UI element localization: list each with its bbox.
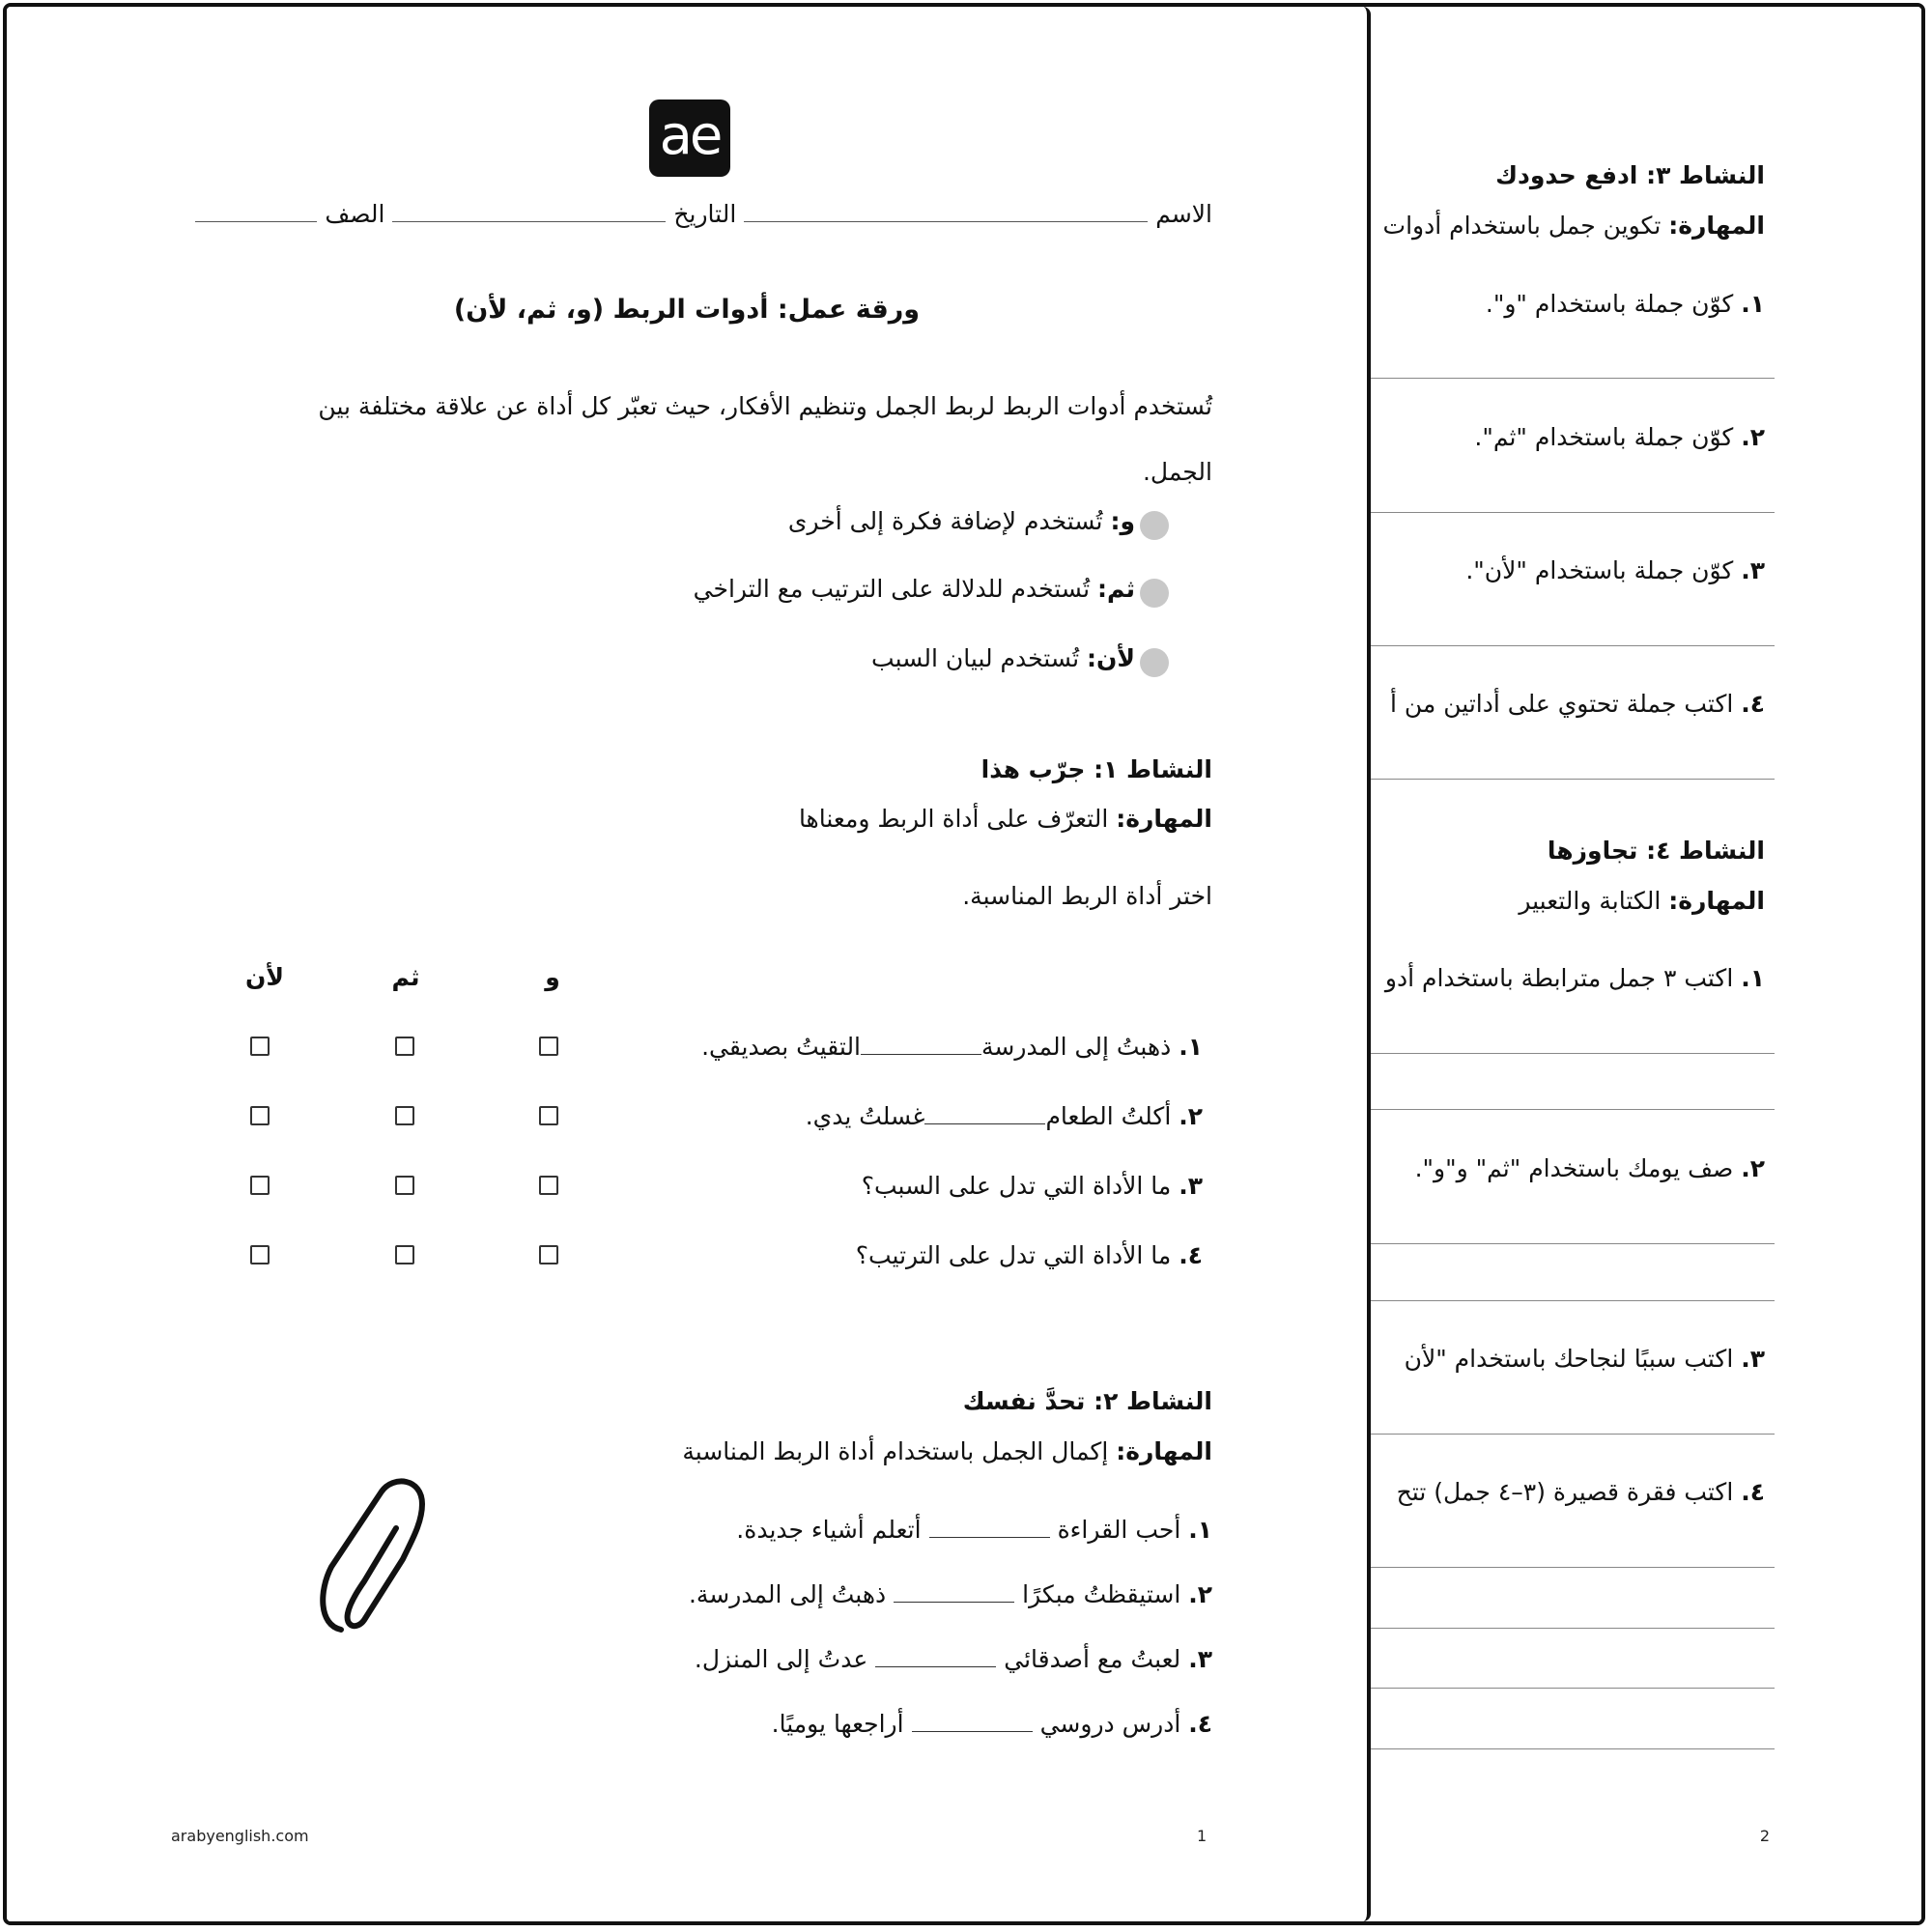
intro-paragraph: تُستخدم أدوات الربط لربط الجمل وتنظيم الأفكار، حيث تعبّر كل أداة عن علاقة مختلفة بين الجمل. [318, 392, 1212, 486]
bullet-icon [1140, 511, 1169, 540]
activity3-item-4: ٤. اكتب جملة تحتوي على أداتين من أ [1390, 690, 1765, 718]
column-liann: لأن [245, 963, 284, 991]
answer-line[interactable] [1367, 1748, 1775, 1749]
answer-line[interactable] [1367, 645, 1775, 646]
activity3-skill: المهارة: تكوين جمل باستخدام أدوات [1382, 212, 1765, 240]
checkbox-liann[interactable] [250, 1106, 270, 1125]
activity4-item-1: ١. اكتب ٣ جمل مترابطة باستخدام أدو [1384, 964, 1765, 992]
checkbox-thumma[interactable] [395, 1037, 414, 1056]
checkbox-liann[interactable] [250, 1176, 270, 1195]
activity2-row-3: ٣. لعبتُ مع أصدقائيعدتُ إلى المنزل. [694, 1645, 1212, 1673]
checkbox-liann[interactable] [250, 1037, 270, 1056]
logo: ae [649, 99, 730, 177]
answer-line[interactable] [1367, 378, 1775, 379]
column-thumma: ثم [391, 963, 420, 991]
page-1 [7, 7, 1371, 1921]
answer-line[interactable] [1367, 1300, 1775, 1301]
class-field[interactable] [195, 202, 317, 222]
checkbox-liann[interactable] [250, 1245, 270, 1264]
student-info-line [195, 200, 1212, 228]
paperclip-icon [314, 1470, 440, 1639]
page-number: 2 [1759, 1827, 1770, 1845]
activity1-row-3: ٣. ما الأداة التي تدل على السبب؟ [861, 1172, 1203, 1200]
page-number: 1 [1197, 1827, 1208, 1845]
activity3-item-1: ١. كوّن جملة باستخدام "و". [1485, 290, 1765, 318]
bullet-thumma: ثم: تُستخدم للدلالة على الترتيب مع التراخي [693, 575, 1135, 603]
blank[interactable] [861, 1037, 981, 1055]
activity4-item-3: ٣. اكتب سببًا لنجاحك باستخدام "لأن [1404, 1345, 1765, 1373]
column-waw: و [545, 963, 560, 991]
blank[interactable] [912, 1714, 1033, 1732]
blank[interactable] [924, 1106, 1045, 1124]
activity1-instruction: اختر أداة الربط المناسبة. [962, 882, 1212, 910]
name-label: الاسم [1155, 200, 1212, 228]
checkbox-waw[interactable] [539, 1176, 558, 1195]
name-field[interactable] [744, 202, 1148, 222]
answer-line[interactable] [1367, 1109, 1775, 1110]
answer-line[interactable] [1367, 512, 1775, 513]
answer-line[interactable] [1367, 779, 1775, 780]
activity3-item-3: ٣. كوّن جملة باستخدام "لأن". [1465, 556, 1765, 584]
checkbox-thumma[interactable] [395, 1106, 414, 1125]
activity4-item-2: ٢. صف يومك باستخدام "ثم" و"و". [1414, 1154, 1765, 1182]
activity4-item-4: ٤. اكتب فقرة قصيرة (٣–٤ جمل) تتح [1396, 1478, 1765, 1506]
activity1-heading: النشاط ١: جرّب هذا [980, 755, 1212, 783]
activity2-row-1: ١. أحب القراءةأتعلم أشياء جديدة. [736, 1516, 1212, 1544]
activity1-row-1: ١. ذهبتُ إلى المدرسةالتقيتُ بصديقي. [701, 1033, 1203, 1061]
activity1-skill: المهارة: التعرّف على أداة الربط ومعناها [798, 805, 1212, 833]
activity1-row-2: ٢. أكلتُ الطعامغسلتُ يدي. [805, 1102, 1203, 1130]
answer-line[interactable] [1367, 1628, 1775, 1629]
answer-line[interactable] [1367, 1053, 1775, 1054]
activity4-skill: المهارة: الكتابة والتعبير [1519, 887, 1765, 915]
bullet-liann: لأن: تُستخدم لبيان السبب [871, 644, 1135, 672]
checkbox-waw[interactable] [539, 1245, 558, 1264]
activity3-item-2: ٢. كوّن جملة باستخدام "ثم". [1474, 423, 1765, 451]
document-viewer [3, 3, 1925, 1925]
checkbox-thumma[interactable] [395, 1245, 414, 1264]
activity2-skill: المهارة: إكمال الجمل باستخدام أداة الربط المناسبة [682, 1437, 1212, 1465]
bullet-icon [1140, 648, 1169, 677]
checkbox-waw[interactable] [539, 1037, 558, 1056]
bullet-icon [1140, 579, 1169, 608]
blank[interactable] [894, 1584, 1014, 1603]
blank[interactable] [875, 1649, 996, 1667]
checkbox-thumma[interactable] [395, 1176, 414, 1195]
date-label: التاريخ [673, 200, 737, 228]
answer-line[interactable] [1367, 1243, 1775, 1244]
page-2 [1367, 7, 1921, 1921]
checkbox-waw[interactable] [539, 1106, 558, 1125]
date-field[interactable] [392, 202, 666, 222]
activity3-heading: النشاط ٣: ادفع حدودك [1495, 161, 1765, 189]
class-label: الصف [325, 200, 385, 228]
footer-site[interactable]: arabyenglish.com [171, 1827, 309, 1845]
activity2-row-2: ٢. استيقظتُ مبكرًاذهبتُ إلى المدرسة. [688, 1580, 1212, 1608]
activity1-row-4: ٤. ما الأداة التي تدل على الترتيب؟ [855, 1241, 1203, 1269]
bullet-waw: و: تُستخدم لإضافة فكرة إلى أخرى [787, 507, 1135, 535]
answer-line[interactable] [1367, 1688, 1775, 1689]
worksheet-title: ورقة عمل: أدوات الربط (و، ثم، لأن) [453, 295, 921, 325]
blank[interactable] [929, 1520, 1050, 1538]
activity2-row-4: ٤. أدرس دروسيأراجعها يوميًا. [771, 1710, 1212, 1738]
activity2-heading: النشاط ٢: تحدَّ نفسك [962, 1387, 1212, 1415]
activity4-heading: النشاط ٤: تجاوزها [1547, 837, 1765, 865]
answer-line[interactable] [1367, 1567, 1775, 1568]
answer-line[interactable] [1367, 1434, 1775, 1435]
